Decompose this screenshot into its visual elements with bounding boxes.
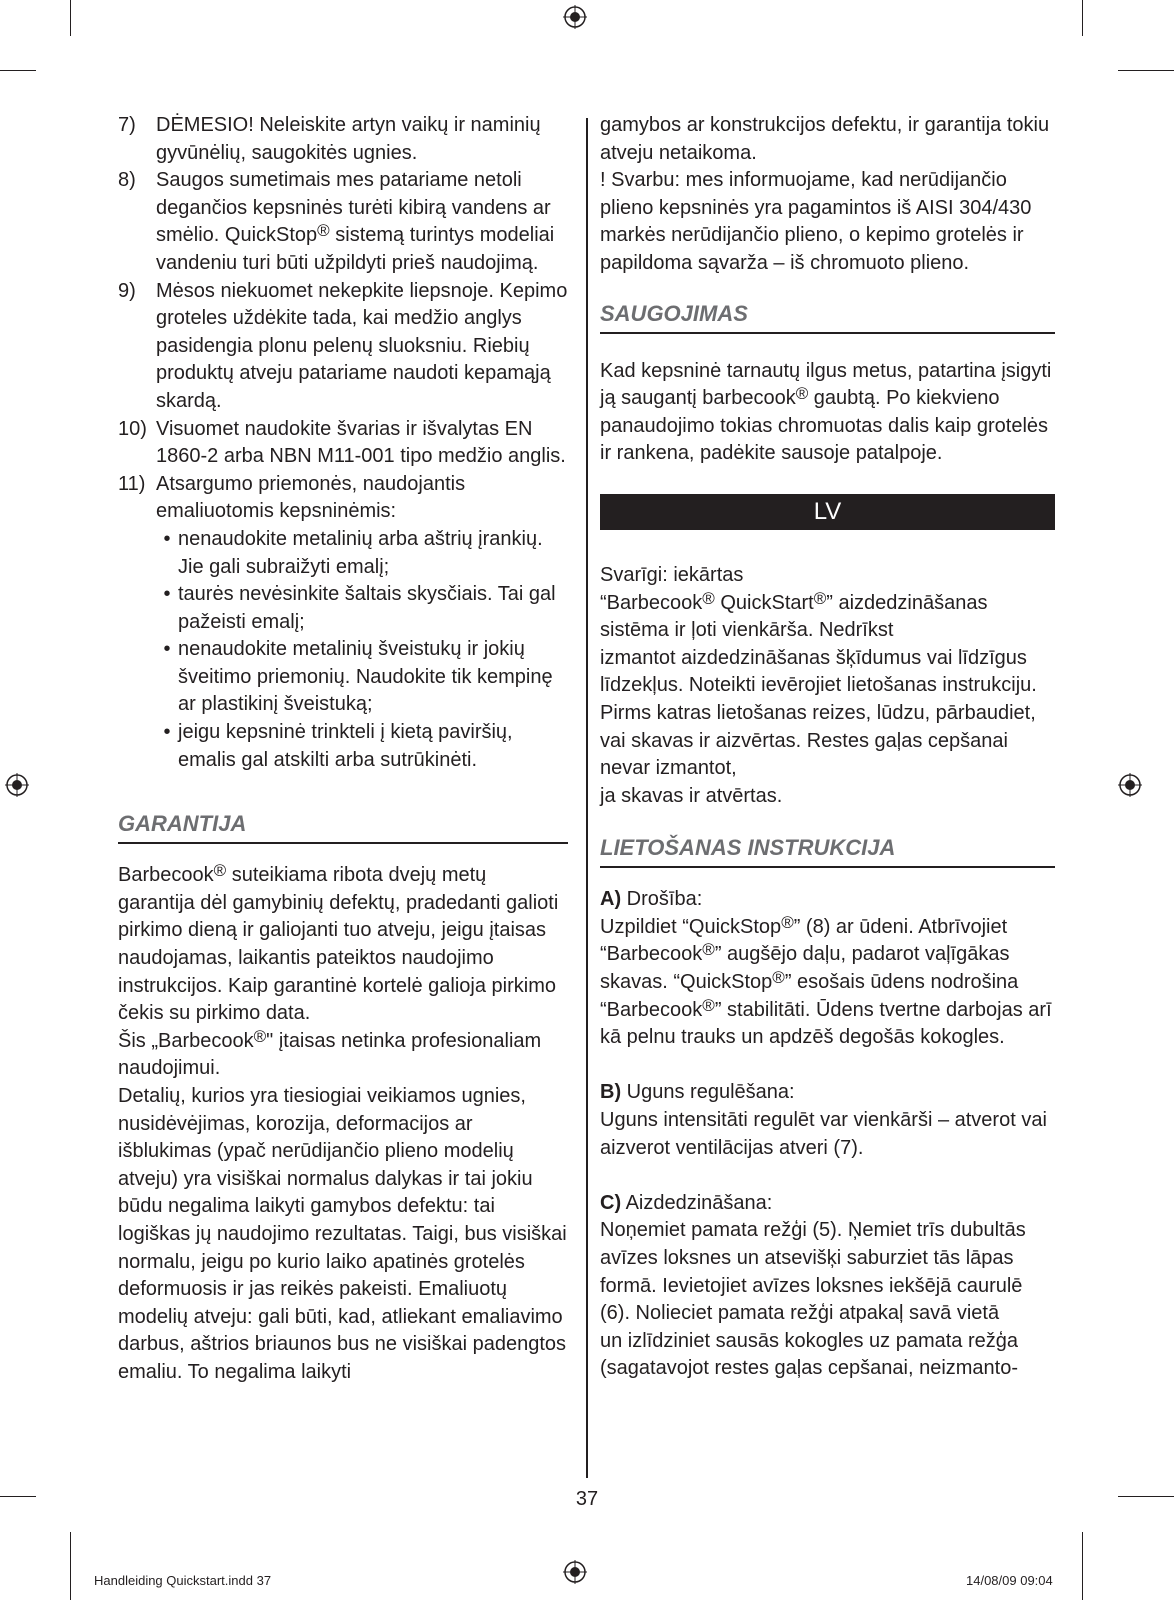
crop-mark (0, 70, 36, 71)
crop-mark (70, 1532, 71, 1600)
registered-symbol: ® (317, 221, 330, 241)
registration-mark-icon (563, 5, 587, 29)
bullet-item: • jeigu kepsninė trinkteli į kietą paviršių, emalis gal atskilti arba sutrūkinėti. (163, 721, 513, 771)
safety-item-7: 7) DĖMESIO! Neleiskite artyn vaikų ir naminių gyvūnėlių, saugokitės ugnies. (118, 114, 541, 164)
warranty-paragraph: Šis „Barbecook®" įtaisas netinka profesionaliam naudojimui. (118, 1026, 542, 1080)
language-bar-lv: LV (600, 494, 1055, 530)
column-divider (586, 118, 588, 1478)
left-column (118, 112, 568, 1387)
lv-intro: ja skavas ir atvērtas. (600, 784, 783, 807)
section-c-text: Noņemiet pamata režģi (5). Ņemiet trīs dubultās avīzes loksnes un atsevišķi saburziet tās lāpas formā. Ievietojiet avīzes loksnes iekšējā caurulē (6). Nolieciet pamata režģi atpakaļ savā vietā (600, 1219, 1026, 1325)
bullet-item: • nenaudokite metalinių arba aštrių įrankių. Jie gali subraižyti emalį; (163, 527, 543, 578)
section-c-text: un izlīdziniet sausās kokogles uz pamata režģa (sagatavojot restes gaļas cepšanai, neizmanto- (600, 1329, 1019, 1380)
safety-item-8: 8) Saugos sumetimais mes patariame netoli degančios kepsninės turėti kibirą vandens ar smėlio. QuickStop® sistemą turintys modeliai vandeniu turi būti užpildyti prieš naudojimą. (118, 169, 555, 274)
registered-symbol: ® (253, 1026, 267, 1046)
registered-symbol: ® (702, 995, 715, 1015)
crop-mark (70, 0, 71, 36)
garantija-heading: GARANTIJA (118, 810, 568, 844)
page-number: 37 (575, 1488, 599, 1510)
storage-paragraph: Kad kepsninė tarnautų ilgus metus, patartina įsigyti ją saugantį barbecook® gaubtą. Po kiekvieno panaudojimo tokias chromuotas dalis kaip grotelės ir rankena, padėkite sausoje patalpoje. (600, 359, 1052, 465)
registered-symbol: ® (772, 968, 785, 988)
bullet-item: • nenaudokite metalinių šveistukų ir jokių šveitimo priemonių. Naudokite tik kempinę ar plastikinį šveistuką; (163, 638, 553, 716)
slug-timestamp: 14/08/09 09:04 (966, 1573, 1053, 1588)
slug-filename: Handleiding Quickstart.indd 37 (94, 1573, 272, 1588)
registered-symbol: ® (795, 384, 809, 404)
registration-mark-icon (563, 1560, 587, 1584)
section-a-title: A) Drošība: (600, 888, 703, 911)
crop-mark (1082, 0, 1083, 36)
lv-intro: izmantot aizdedzināšanas šķīdumus vai līdzīgus līdzekļus. Noteikti ievērojiet lietošanas instrukciju. (600, 646, 1037, 697)
bullet-item: • taurės nevėsinkite šaltais skysčiais. Tai gal pažeisti emalį; (163, 583, 556, 633)
registered-symbol: ® (813, 588, 827, 608)
safety-item-9: 9) Mėsos niekuomet nekepkite liepsnoje. Kepimo groteles uždėkite tada, kai medžio anglys pasidengia plonu pelenų sluoksniu. Riebių produktų atveju patariame naudoti kepamąją skardą. (118, 279, 568, 412)
registered-symbol: ® (213, 861, 227, 881)
lv-intro: “Barbecook® QuickStart®” aizdedzināšanas sistēma ir ļoti vienkārša. Nedrīkst (600, 588, 988, 642)
section-b-text: Uguns intensitāti regulēt var vienkārši – atverot vai aizverot ventilācijas atveri (7). (600, 1109, 1047, 1159)
registered-symbol: ® (702, 588, 715, 608)
section-c-title: C) Aizdedzināšana: (600, 1191, 773, 1214)
registration-mark-icon (1118, 773, 1142, 797)
saugojimas-heading: SAUGOJIMAS (600, 300, 1055, 334)
warranty-paragraph: Barbecook® suteikiama ribota dvejų metų garantija dėl gamybinių defektų, pradedanti galioti pirkimo dieną ir galiojanti tuo atveju, jeigu įtaisas naudojamas, laikantis pateiktos naudojimo instrukcijos. Kaip garantinė kortelė galioja pirkimo čekis su pirkimo data. (118, 861, 559, 1025)
registered-symbol: ® (781, 912, 794, 932)
registration-mark-icon (5, 773, 29, 797)
right-column (600, 112, 1055, 1383)
crop-mark (1118, 70, 1174, 71)
safety-item-10: 10) Visuomet naudokite švarias ir išvalytas EN 1860-2 arba NBN M11-001 tipo medžio anglis. (118, 417, 566, 468)
warranty-continued: gamybos ar konstrukcijos defektu, ir garantija tokiu atveju netaikoma. (600, 114, 1050, 164)
registered-symbol: ® (702, 940, 715, 960)
section-a-text: Uzpildiet “QuickStop®” (8) ar ūdeni. Atbrīvojiet “Barbecook®” augšējo daļu, padarot vaļīgākas skavas. “QuickStop®” esošais ūdens nodrošina “Barbecook®” stabilitāti. Ūdens tvertne darbojas arī kā pelnu trauks un apdzēš degošās kokogles. (600, 912, 1052, 1049)
lv-intro: Pirms katras lietošanas reizes, lūdzu, pārbaudiet, vai skavas ir aizvērtas. Restes gaļas cepšanai nevar izmantot, (600, 701, 1036, 780)
safety-item-11: 11) Atsargumo priemonės, naudojantis emaliuotomis kepsninėmis: (118, 472, 466, 523)
crop-mark (1082, 1532, 1083, 1600)
warranty-paragraph: Detalių, kurios yra tiesiogiai veikiamos ugnies, nusidėvėjimas, korozija, deformacijos ar išblukimas (ypač nerūdijančio plieno modelių atveju) yra visiškai normalus dalykas ir tai jokiu būdu negalima laikyti gamybos defektu: tai logiškas jų naudojimo rezultatas. Taigi, bus visiškai normalu, jeigu po kurio laiko apatinės grotelės deformuosis ir jas reikės pakeisti. Emaliuotų modelių atveju: gali būti, kad, atliekant emaliavimo darbus, aštrios briaunos bus ne visiškai padengtos emaliu. To negalima laikyti (118, 1085, 567, 1383)
lv-intro: Svarīgi: iekārtas (600, 563, 744, 586)
lietosanas-heading: LIETOŠANAS INSTRUKCIJA (600, 834, 1055, 868)
section-b-title: B) Uguns regulēšana: (600, 1081, 795, 1104)
steel-note: ! Svarbu: mes informuojame, kad nerūdijančio plieno kepsninės yra pagamintos iš AISI 304/430 markės nerūdijančio plieno, o kepimo grotelės ir papildoma sąvarža – iš chromuoto plieno. (600, 169, 1032, 274)
